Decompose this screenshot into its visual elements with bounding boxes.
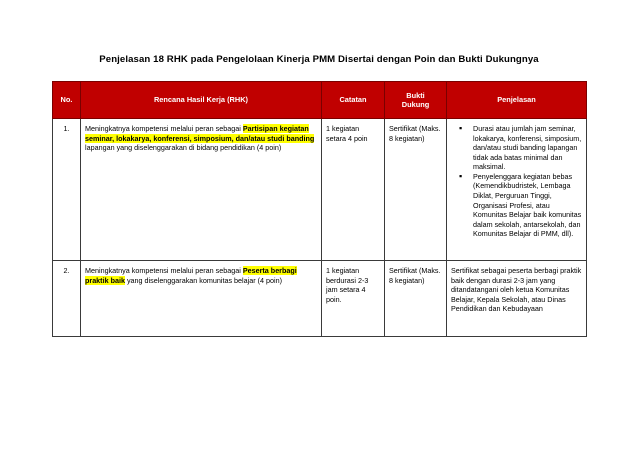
penjelasan-cell: Sertifikat sebagai peserta berbagi praktik baik dengan durasi 2-3 jam yang ditandatangani oleh ketua Komunitas Belajar, Kepala Sekolah, atau Dinas Pendidikan dan Kebudayaan <box>447 261 587 337</box>
catatan-cell: 1 kegiatan setara 4 poin <box>322 119 385 261</box>
penjelasan-cell <box>447 119 587 261</box>
table-row <box>53 119 587 261</box>
header-bukti-dukung-label: Bukti Dukung <box>401 90 430 109</box>
document-title: Penjelasan 18 RHK pada Pengelolaan Kinerja PMM Disertai dengan Poin dan Bukti Dukungnya <box>99 54 539 65</box>
rhk-highlight: Peserta berbagi praktik baik <box>85 266 297 285</box>
header-penjelasan: Penjelasan <box>447 82 587 119</box>
header-rhk: Rencana Hasil Kerja (RHK) <box>81 82 322 119</box>
header-bukti-dukung <box>385 82 447 119</box>
row-number: 1. <box>53 119 81 261</box>
rhk-text-suffix: lapangan yang diselenggarakan di bidang pendidikan (4 poin) <box>85 143 282 153</box>
rhk-highlight: Partisipan kegiatan seminar, lokakarya, konferensi, simposium, dan/atau studi banding <box>85 124 315 143</box>
bukti-dukung-cell: Sertifikat (Maks. 8 kegiatan) <box>385 261 447 337</box>
table-header-row <box>53 82 587 119</box>
rhk-table <box>52 81 587 337</box>
header-catatan: Catatan <box>322 82 385 119</box>
bukti-dukung-cell: Sertifikat (Maks. 8 kegiatan) <box>385 119 447 261</box>
header-no: No. <box>53 82 81 119</box>
bullet-item: ▪ Durasi atau jumlah jam seminar, lokakarya, konferensi, simposium, dan/atau studi banding lapangan tidak ada batas minimal dan maksimal. <box>465 124 582 172</box>
bullet-item: ▪ Penyelenggara kegiatan bebas (Kemendikbudristek, Lembaga Diklat, Perguruan Tinggi, Organisasi Profesi, atau Komunitas Belajar baik komunitas dalam sekolah, antarsekolah, dan Komunitas Belajar di PMM, dll). <box>465 172 582 239</box>
penjelasan-bullet-list <box>451 124 582 239</box>
rhk-text: Meningkatnya kompetensi melalui peran sebagai <box>85 124 243 133</box>
rhk-cell <box>81 119 322 261</box>
rhk-text-suffix: yang diselenggarakan komunitas belajar (4 poin) <box>124 275 282 285</box>
catatan-cell: 1 kegiatan berdurasi 2-3 jam setara 4 poin. <box>322 261 385 337</box>
rhk-cell <box>81 261 322 337</box>
table-row <box>53 261 587 337</box>
rhk-text: Meningkatnya kompetensi melalui peran sebagai <box>85 266 243 275</box>
row-number: 2. <box>53 261 81 337</box>
